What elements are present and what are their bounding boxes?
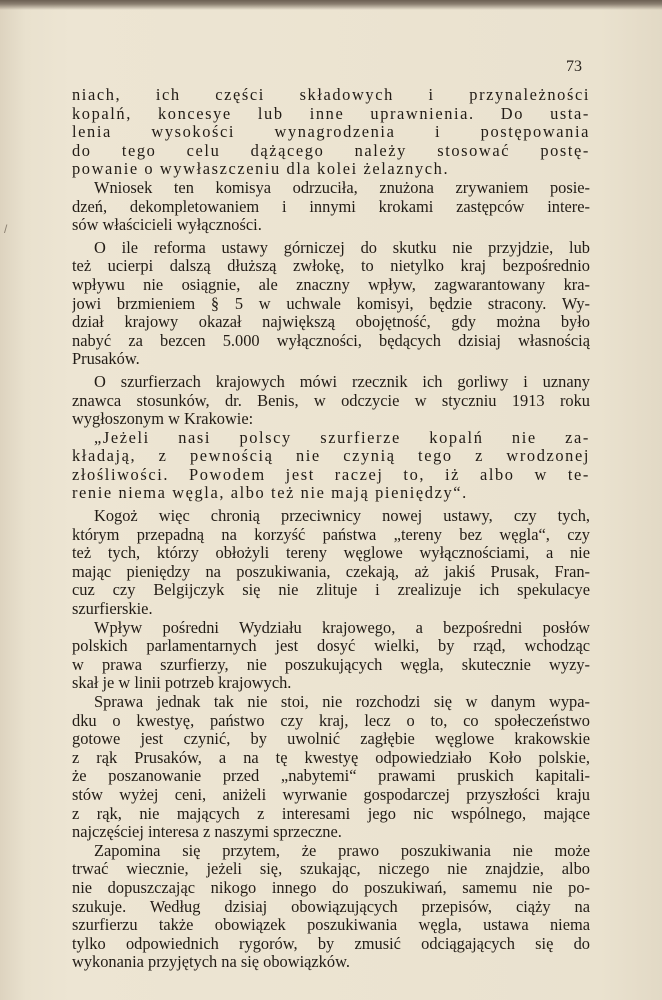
text-line: nabyć za bezcen 5.000 wyłączności, będących dzisiaj własnością <box>72 331 590 350</box>
paragraph <box>72 842 590 972</box>
text-line: tylko odpowiednich rygorów, by zmusić odciągających się do <box>72 934 590 953</box>
text-line: dzeń, dekompletowaniem i innymi krokami zastępców intere- <box>72 197 590 216</box>
text-line: trwać wiecznie, jeżeli się, szukając, niczego nie znajdzie, albo <box>72 860 590 879</box>
text-line: Wniosek ten komisya odrzuciła, znużona zrywaniem posie- <box>94 178 590 197</box>
paragraph <box>72 429 590 503</box>
paragraph <box>72 239 590 369</box>
text-line: też tych, którzy obłożyli tereny węglowe wyłącznościami, a nie <box>72 544 590 563</box>
text-line: Prusaków. <box>72 350 140 369</box>
text-line: nie dopuszczając nikogo innego do poszukiwań, samemu nie po- <box>72 878 590 897</box>
text-line: w prawa szurfierzy, nie poszukujących węgla, skutecznie wyzy- <box>72 655 590 674</box>
text-line: Zapomina się przytem, że prawo poszukiwania nie może <box>94 841 590 860</box>
text-line: szukuje. Według dzisiaj obowiązujących przepisów, ciąży na <box>72 897 590 916</box>
text-line: dku o kwestyę, państwo czy kraj, lecz o to, co społeczeństwo <box>72 711 590 730</box>
text-line: renie niema węgla, albo też nie mają pieniędzy“. <box>72 484 468 503</box>
paragraph <box>72 179 590 235</box>
text-line: jowi brzmieniem § 5 w uchwale komisyi, będzie stracony. Wy- <box>72 294 590 313</box>
text-line: szurfierskie. <box>72 600 153 619</box>
text-line: do tego celu dążącego należy stosować postę- <box>72 141 590 160</box>
text-line: z rąk Prusaków, a na tę kwestyę odpowiedziało Koło polskie, <box>72 748 590 767</box>
text-line: wygłoszonym w Krakowie: <box>72 410 254 429</box>
text-line: polskich parlamentarnych jest dosyć wielki, by rząd, wchodząc <box>72 637 590 656</box>
text-line: wpływu nie osiągnie, ale znaczny wpływ, zagwarantowany kra- <box>72 275 590 294</box>
text-line: szurfierzu także obowiązek poszukiwania węgla, ustawa niema <box>72 916 590 935</box>
text-line: „Jeżeli nasi polscy szurfierze kopalń nie za- <box>94 428 590 447</box>
text-line: skał je w linii potrzeb krajowych. <box>72 674 292 693</box>
text-line: stów wyżej ceni, aniżeli wyrwanie gospodarczej przyszłości kraju <box>72 785 590 804</box>
text-line: że poszanowanie przed „nabytemi“ prawami pruskich kapitali- <box>72 767 590 786</box>
text-line: Sprawa jednak tak nie stoi, nie rozchodzi się w danym wypa- <box>94 693 590 711</box>
text-line: gotowe jest czynić, by uwolnić zagłębie węglowe krakowskie <box>72 730 590 749</box>
text-line: kopalń, koncesye lub inne uprawnienia. Do usta- <box>72 104 590 123</box>
text-line: cuz czy Belgijczyk się nie zlituje i zrealizuje ich spekulacye <box>72 581 590 600</box>
text-line: wykonania przyjętych na się obowiązków. <box>72 953 350 972</box>
paragraph <box>72 86 590 179</box>
text-line: powanie o wywłaszczeniu dla kolei żelaznych. <box>72 160 450 179</box>
page-edge-shadow <box>0 0 662 10</box>
text-line: Wpływ pośredni Wydziału krajowego, a bezpośredni posłów <box>94 618 590 637</box>
paragraph <box>72 693 590 842</box>
text-line: niach, ich części składowych i przynależności <box>72 86 590 104</box>
text-line: dział krajowy okazał największą obojętność, gdy można było <box>72 313 590 332</box>
text-line: O szurfierzach krajowych mówi rzecznik ich gorliwy i uznany <box>94 372 590 391</box>
text-line: O ile reforma ustawy górniczej do skutku nie przyjdzie, lub <box>94 238 590 257</box>
text-line: kładają, z pewnością nie czynią tego z wrodzonej <box>72 447 590 466</box>
body-text <box>72 86 590 972</box>
text-line: którym przepadną na korzyść państwa „tereny bez węgla“, czy <box>72 525 590 544</box>
text-line: z rąk, nie mających z interesami jego nic wspólnego, mające <box>72 804 590 823</box>
text-line: złośliwości. Powodem jest raczej to, iż albo w te- <box>72 465 590 484</box>
text-line: Kogoż więc chronią przeciwnicy nowej ustawy, czy tych, <box>94 507 590 526</box>
paragraph <box>72 507 590 619</box>
paragraph <box>72 619 590 693</box>
text-line: mając pieniędzy na poszukiwania, czekają, aż jakiś Prusak, Fran- <box>72 562 590 581</box>
paragraph <box>72 373 590 429</box>
text-line: lenia wysokości wynagrodzenia i postępowania <box>72 123 590 142</box>
page-number: 73 <box>566 58 582 75</box>
text-line: najczęściej interesa z naszymi sprzeczne. <box>72 823 342 842</box>
text-line: znawca stosunków, dr. Benis, w odczycie w styczniu 1913 roku <box>72 391 590 410</box>
text-line: też ucierpi dalszą dłuższą zwłokę, to nietylko kraj bezpośrednio <box>72 257 590 276</box>
text-line: sów właścicieli wyłączności. <box>72 216 262 235</box>
margin-pencil-mark: / <box>4 222 8 236</box>
